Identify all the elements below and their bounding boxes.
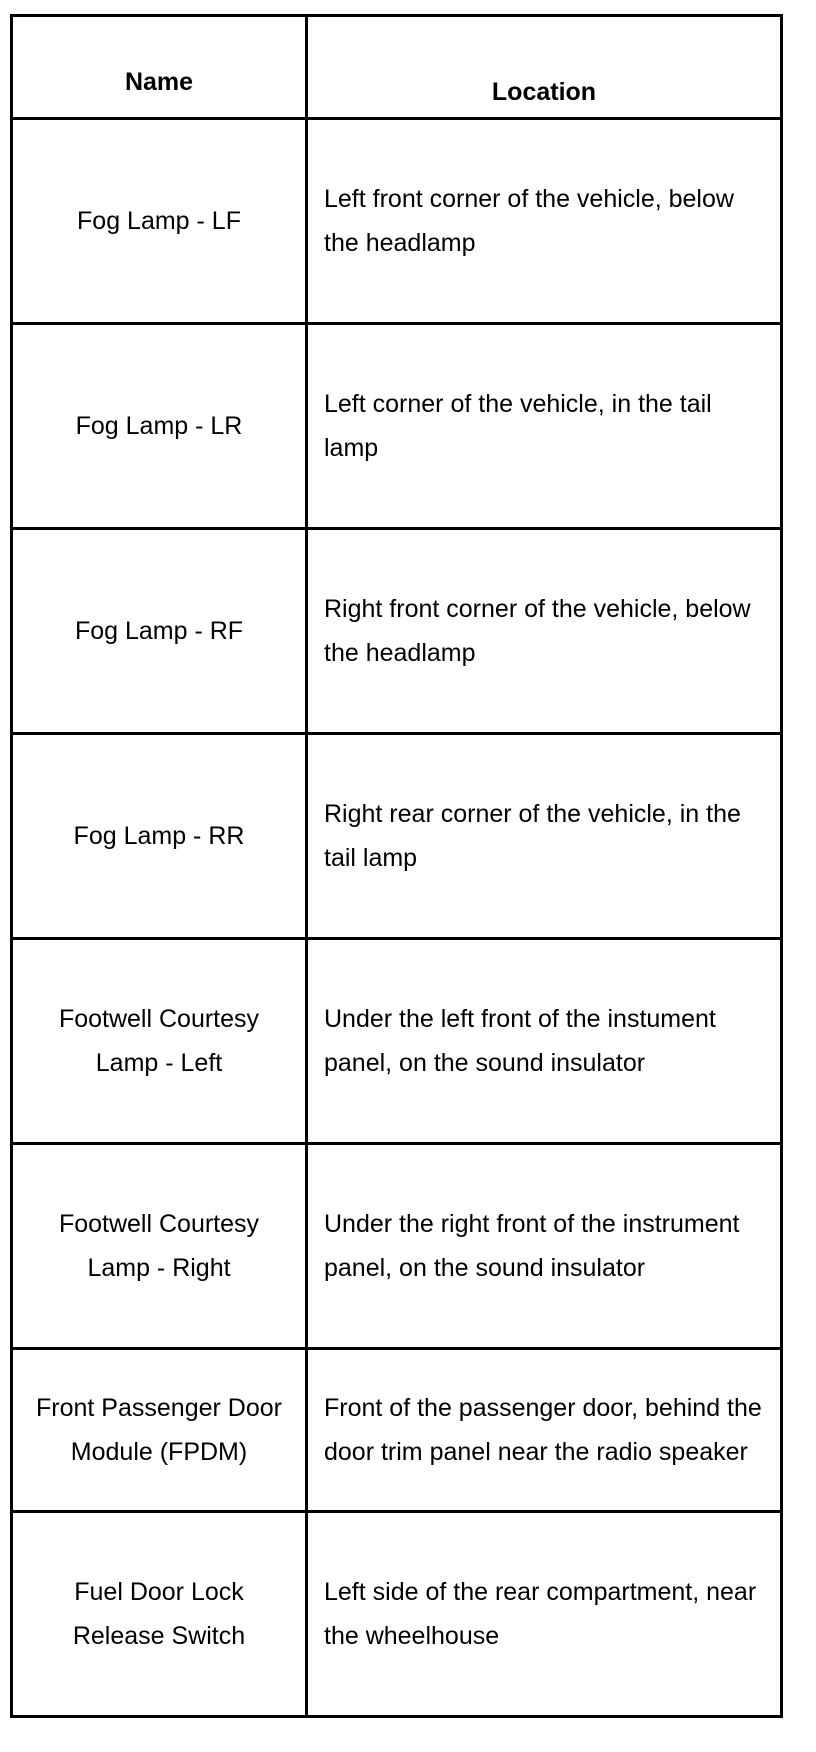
component-location: Right front corner of the vehicle, below the headlamp [307, 529, 782, 734]
component-location: Left side of the rear compartment, near the wheelhouse [307, 1512, 782, 1717]
table-row [12, 939, 782, 1144]
table-row [12, 119, 782, 324]
component-name: Fog Lamp - RF [12, 529, 307, 734]
table-row [12, 529, 782, 734]
name-column-header: Name [12, 16, 307, 119]
header-row [12, 16, 782, 119]
component-name: Fuel Door Lock Release Switch [12, 1512, 307, 1717]
table-row [12, 1512, 782, 1717]
component-location: Left front corner of the vehicle, below the headlamp [307, 119, 782, 324]
component-name: Footwell Courtesy Lamp - Left [12, 939, 307, 1144]
component-name: Footwell Courtesy Lamp - Right [12, 1144, 307, 1349]
component-location: Front of the passenger door, behind the door trim panel near the radio speaker [307, 1349, 782, 1512]
component-location: Under the left front of the instument panel, on the sound insulator [307, 939, 782, 1144]
table-row [12, 734, 782, 939]
component-name: Fog Lamp - LR [12, 324, 307, 529]
component-location: Right rear corner of the vehicle, in the tail lamp [307, 734, 782, 939]
component-name: Fog Lamp - RR [12, 734, 307, 939]
table-row [12, 324, 782, 529]
component-location-table [10, 14, 783, 1718]
component-name: Front Passenger Door Module (FPDM) [12, 1349, 307, 1512]
table-row [12, 1349, 782, 1512]
location-column-header: Location [307, 16, 782, 119]
table-row [12, 1144, 782, 1349]
component-location: Under the right front of the instrument panel, on the sound insulator [307, 1144, 782, 1349]
component-location: Left corner of the vehicle, in the tail lamp [307, 324, 782, 529]
component-name: Fog Lamp - LF [12, 119, 307, 324]
